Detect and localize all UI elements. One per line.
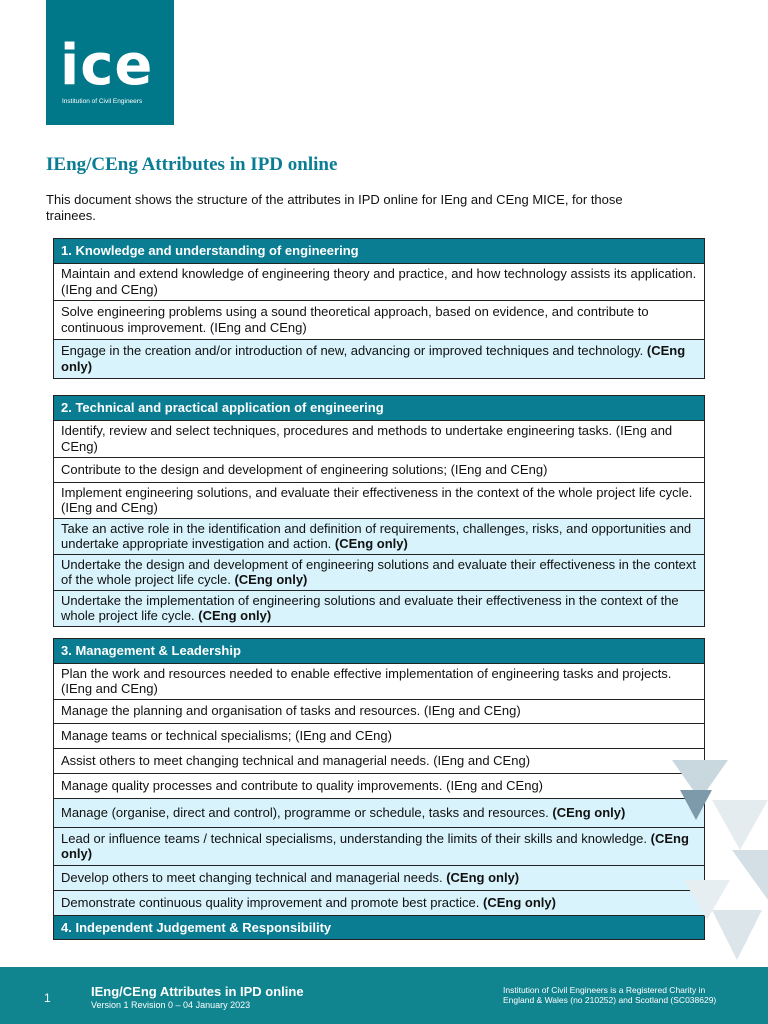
table-row: [54, 339, 705, 378]
table-heading-row: [54, 915, 705, 940]
triangle-shape: [680, 790, 712, 820]
table-row: [54, 890, 705, 915]
table-row: [54, 518, 705, 554]
table-row: [54, 482, 705, 518]
attribute-cell: Identify, review and select techniques, procedures and methods to undertake engineering tasks. (IEng and CEng): [54, 420, 705, 457]
decorative-triangles: [672, 760, 768, 970]
intro-paragraph: This document shows the structure of the attributes in IPD online for IEng and CEng MICE, for those trainees.: [46, 192, 623, 223]
footer-version: Version 1 Revision 0 – 04 January 2023: [91, 1000, 251, 1010]
attribute-cell: Manage the planning and organisation of tasks and resources. (IEng and CEng): [54, 699, 705, 723]
table-row: [54, 663, 705, 699]
attribute-cell: Demonstrate continuous quality improvement and promote best practice. (CEng only): [54, 890, 705, 915]
attribute-table-2: [53, 395, 705, 627]
page-footer: [0, 967, 768, 1024]
logo-subtitle: Institution of Civil Engineers: [62, 98, 143, 105]
attribute-cell: Maintain and extend knowledge of engineering theory and practice, and how technology assists its application. (IEng and CEng): [54, 263, 705, 300]
table-row: [54, 798, 705, 827]
table-row: [54, 263, 705, 300]
triangle-shape: [712, 910, 762, 960]
attribute-cell: Manage teams or technical specialisms; (IEng and CEng): [54, 723, 705, 748]
attribute-cell: Undertake the design and development of engineering solutions and evaluate their effectiveness in the context of the whole project life cycle. (CEng only): [54, 554, 705, 590]
table-heading: 3. Management & Leadership: [54, 639, 705, 664]
table-row: [54, 300, 705, 339]
attribute-table-3: [53, 638, 705, 940]
table-heading-row: [54, 639, 705, 664]
table-row: [54, 865, 705, 890]
table-row: [54, 827, 705, 865]
table-heading-row: [54, 239, 705, 264]
table-row: [54, 554, 705, 590]
table-row: [54, 590, 705, 626]
triangle-shape: [732, 850, 768, 900]
table-row: [54, 723, 705, 748]
attribute-cell: Undertake the implementation of engineering solutions and evaluate their effectiveness in the context of the whole project life cycle. (CEng only): [54, 590, 705, 626]
table-row: [54, 699, 705, 723]
attribute-cell: Assist others to meet changing technical and managerial needs. (IEng and CEng): [54, 748, 705, 773]
attribute-cell: Manage (organise, direct and control), programme or schedule, tasks and resources. (CEng only): [54, 798, 705, 827]
charity-notice: Institution of Civil Engineers is a Registered Charity in England & Wales (no 210252) and Scotland (SC038629): [503, 985, 717, 1005]
attribute-cell: Manage quality processes and contribute to quality improvements. (IEng and CEng): [54, 773, 705, 798]
attribute-cell: Engage in the creation and/or introduction of new, advancing or improved techniques and technology. (CEng only): [54, 339, 705, 378]
attribute-cell: Lead or influence teams / technical specialisms, understanding the limits of their skills and knowledge. (CEng only): [54, 827, 705, 865]
triangle-shape: [712, 800, 768, 850]
attribute-table-1: [53, 238, 705, 379]
table-row: [54, 457, 705, 482]
table-heading: 1. Knowledge and understanding of engineering: [54, 239, 705, 264]
table-row: [54, 420, 705, 457]
ice-logo: [46, 0, 174, 125]
page-number: 1: [44, 991, 51, 1005]
table-heading-row: [54, 396, 705, 421]
table-row: [54, 748, 705, 773]
attribute-cell: Plan the work and resources needed to enable effective implementation of engineering tasks and projects. (IEng and CEng): [54, 663, 705, 699]
table-row: [54, 773, 705, 798]
attribute-cell: Develop others to meet changing technical and managerial needs. (CEng only): [54, 865, 705, 890]
table-heading: 2. Technical and practical application of engineering: [54, 396, 705, 421]
attribute-cell: Contribute to the design and development of engineering solutions; (IEng and CEng): [54, 457, 705, 482]
attribute-cell: Take an active role in the identification and definition of requirements, challenges, risks, and opportunities and undertake appropriate investigation and action. (CEng only): [54, 518, 705, 554]
logo-mark: ice: [60, 33, 154, 98]
table-heading: 4. Independent Judgement & Responsibility: [54, 915, 705, 940]
page-title: IEng/CEng Attributes in IPD online: [46, 154, 338, 175]
attribute-cell: Implement engineering solutions, and evaluate their effectiveness in the context of the whole project life cycle. (IEng and CEng): [54, 482, 705, 518]
footer-title: IEng/CEng Attributes in IPD online: [91, 984, 304, 999]
attribute-cell: Solve engineering problems using a sound theoretical approach, based on evidence, and contribute to continuous improvement. (IEng and CEng): [54, 300, 705, 339]
